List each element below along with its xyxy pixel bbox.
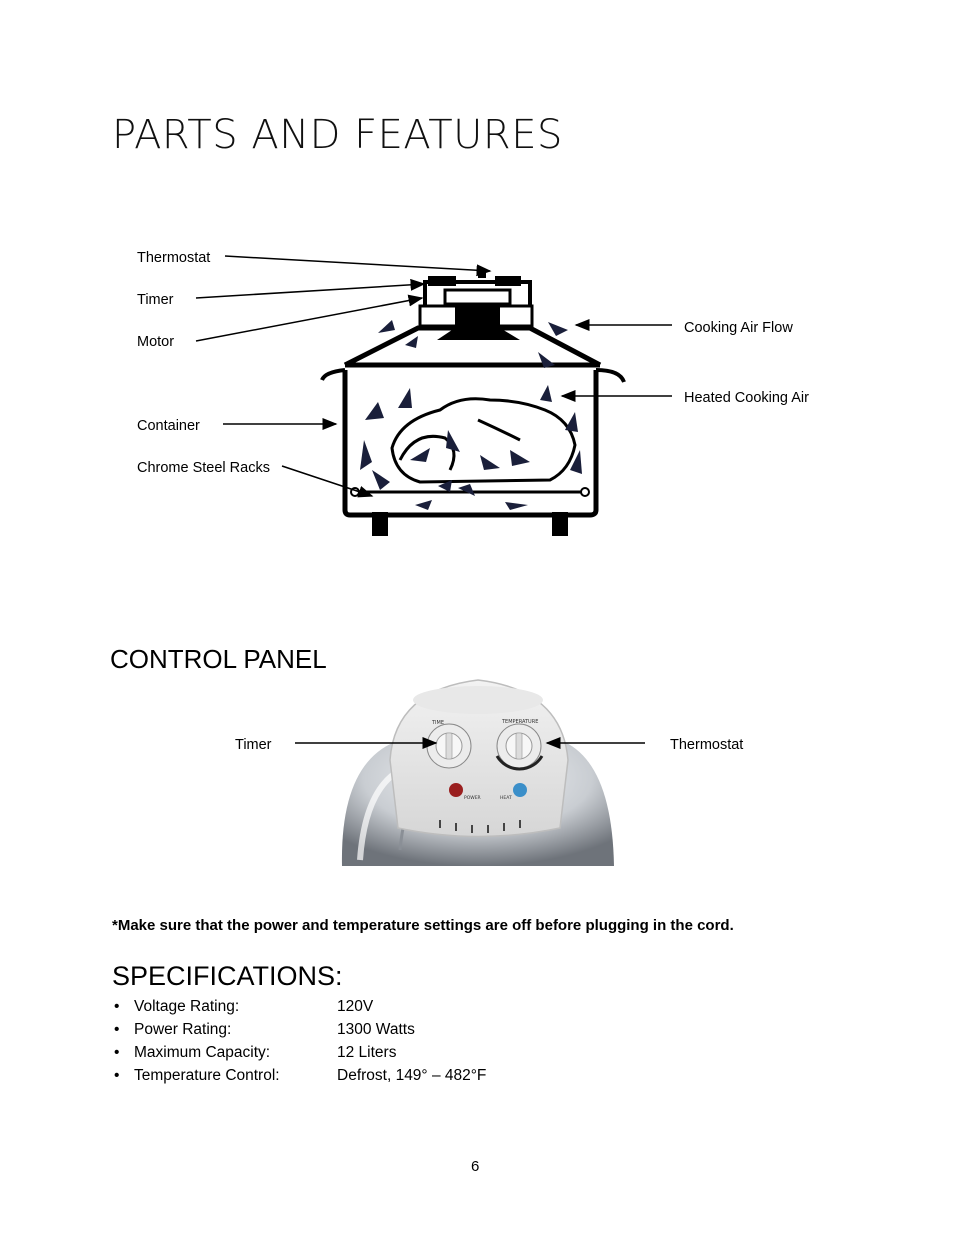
control-panel-image [342,680,614,866]
thermostat-callout [225,256,490,271]
safety-note: *Make sure that the power and temperature settings are off before plugging in the cord. [112,917,734,934]
thermostat-label: Thermostat [137,250,211,266]
timer-label: Timer [137,292,174,308]
spec-label: Voltage Rating: [134,998,240,1015]
chicken-outline [392,399,575,482]
oven-leg-left [372,512,388,536]
spec-value: Defrost, 149° – 482°F [337,1067,487,1084]
bullet: • [114,1021,120,1038]
page-number: 6 [471,1158,480,1175]
bullet: • [114,1044,120,1061]
control-panel-timer-label: Timer [235,737,272,753]
spec-value: 12 Liters [337,1044,397,1061]
spec-label: Maximum Capacity: [134,1044,271,1061]
oven-leg-right [552,512,568,536]
container-label: Container [137,418,200,434]
spec-value: 120V [337,998,374,1015]
control-panel-thermostat-label: Thermostat [670,737,744,753]
spec-value: 1300 Watts [337,1021,415,1038]
timer-callout [196,284,424,298]
dial-time-text: TIME [432,720,445,726]
bullet: • [114,998,120,1015]
racks-callout [282,466,372,496]
cooking-air-flow-label: Cooking Air Flow [684,320,793,336]
motor-label: Motor [137,334,175,350]
racks-label: Chrome Steel Racks [137,460,270,476]
bullet: • [114,1067,120,1084]
motor-housing [420,270,532,340]
dial-temperature-text: TEMPERATURE [502,719,539,725]
motor-callout [196,298,422,341]
specifications-heading: SPECIFICATIONS: [112,961,343,991]
control-panel-heading: CONTROL PANEL [110,644,327,674]
heat-text: HEAT [500,796,512,801]
spec-label: Temperature Control: [134,1067,280,1084]
spec-label: Power Rating: [134,1021,232,1038]
power-text: POWER [464,796,481,801]
heated-cooking-air-label: Heated Cooking Air [684,390,809,406]
page-title: PARTS AND FEATURES [112,112,563,158]
